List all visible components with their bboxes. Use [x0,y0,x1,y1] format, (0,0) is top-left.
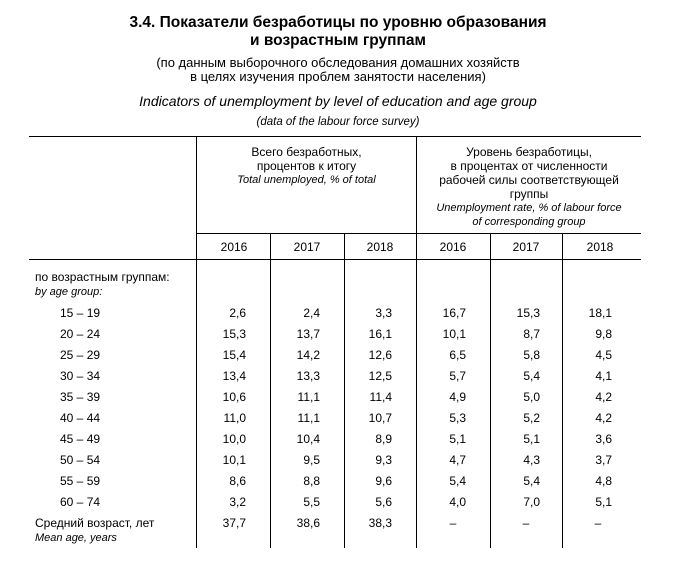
table-cell: 9,5 [303,453,320,467]
table-cell: 4,8 [595,474,612,488]
table-cell: 5,3 [449,411,466,425]
table-cell: 12,5 [368,369,392,383]
mean-age-cell: 37,7 [222,516,246,530]
table-cell: 2,4 [303,306,320,320]
table-cell: 11,0 [223,411,246,425]
table-cell: 5,0 [523,390,540,404]
table-cell: 13,4 [222,369,246,383]
table-cell: 10,0 [222,432,246,446]
table-subtitle-line2: в целях изучения проблем занятости населения) [190,69,486,84]
table-cell: 4,0 [449,495,466,509]
age-group-label: 50 – 54 [60,453,101,467]
age-group-label: 60 – 74 [60,495,101,509]
year-row-top-rule [197,233,641,234]
year-header: 2017 [293,240,321,254]
header-group2-ru2: в процентах от численности [450,159,608,173]
header-unemployment-rate [417,145,641,229]
section-label-ru: по возрастным группам: [35,270,170,284]
table-cell: 7,0 [523,495,540,509]
table-cell: 11,1 [297,411,320,425]
table-cell: 15,3 [516,306,540,320]
table-cell: 6,5 [449,348,466,362]
table-subtitle-line1: (по данным выборочного обследования домашних хозяйств [156,55,520,70]
table-top-rule [29,136,641,137]
mean-age-label-ru: Средний возраст, лет [35,516,155,530]
table-cell: 8,6 [229,474,246,488]
table-cell: 10,1 [442,327,466,341]
table-cell: 5,1 [449,432,466,446]
header-bottom-rule [29,259,641,260]
table-cell: 10,4 [296,432,320,446]
table-cell: 4,5 [595,348,612,362]
year-header: 2016 [220,240,248,254]
table-cell: 14,2 [296,348,320,362]
table-title-line1: 3.4. Показатели безработицы по уровню образования [129,14,547,31]
table-cell: 10,6 [222,390,246,404]
year-header: 2017 [512,240,540,254]
table-cell: 12,6 [368,348,392,362]
table-cell: 13,3 [296,369,320,383]
table-cell: 11,1 [297,390,320,404]
mean-age-cell: 38,6 [296,516,320,530]
age-group-label: 30 – 34 [60,369,101,383]
table-cell: 18,1 [588,306,612,320]
table-cell: 9,3 [375,453,392,467]
table-cell: 10,1 [222,453,246,467]
table-cell: 8,9 [375,432,392,446]
table-cell: 2,6 [229,306,246,320]
table-cell: 4,2 [595,411,612,425]
table-cell: 4,7 [449,453,466,467]
age-group-label: 15 – 19 [60,306,101,320]
year-header: 2018 [586,240,614,254]
mean-age-cell: – [522,516,530,530]
header-group2-ru3: рабочей силы соответствующей [439,173,619,187]
table-cell: 9,8 [595,327,612,341]
table-cell: 8,7 [523,327,540,341]
header-group2-en1: Unemployment rate, % of labour force [436,202,622,214]
header-group2-ru4: группы [509,187,549,201]
table-cell: 11,4 [369,390,392,404]
table-cell: 9,6 [375,474,392,488]
year-header: 2018 [366,240,394,254]
table-cell: 8,8 [303,474,320,488]
age-group-label: 20 – 24 [60,327,101,341]
table-cell: 15,3 [222,327,246,341]
table-cell: 5,2 [523,411,540,425]
year-header: 2016 [439,240,467,254]
table-cell: 5,4 [523,474,540,488]
table-cell: 5,6 [375,495,392,509]
table-cell: 5,4 [523,369,540,383]
table-cell: 5,7 [449,369,466,383]
age-group-label: 35 – 39 [60,390,101,404]
header-group1-ru1: Всего безработных, [251,145,362,159]
age-group-label: 40 – 44 [60,411,101,425]
header-group1-en: Total unemployed, % of total [237,174,376,186]
table-cell: 15,4 [222,348,246,362]
table-cell: 16,7 [442,306,466,320]
table-cell: 5,4 [449,474,466,488]
table-cell: 4,1 [595,369,612,383]
header-total-unemployed [197,145,416,187]
mean-age-cell: – [594,516,602,530]
table-cell: 3,7 [595,453,612,467]
age-group-label: 55 – 59 [60,474,101,488]
table-subtitle-english: (data of the labour force survey) [256,116,420,128]
table-cell: 13,7 [296,327,320,341]
table-title-line2: и возрастным группам [250,32,426,49]
age-group-label: 25 – 29 [60,348,101,362]
table-cell: 5,5 [303,495,320,509]
table-cell: 5,8 [523,348,540,362]
header-group2-en2: of corresponding group [472,216,586,228]
table-cell: 4,3 [523,453,540,467]
table-cell: 3,3 [375,306,392,320]
age-group-label: 45 – 49 [60,432,101,446]
mean-age-cell: 38,3 [368,516,392,530]
table-cell: 4,2 [595,390,612,404]
table-cell: 4,9 [449,390,466,404]
header-group2-ru1: Уровень безработицы, [466,145,592,159]
mean-age-cell: – [449,516,457,530]
table-cell: 16,1 [368,327,392,341]
table-cell: 3,2 [229,495,246,509]
header-group1-ru2: процентов к итогу [256,159,357,173]
table-title-english: Indicators of unemployment by level of education and age group [139,93,537,109]
table-cell: 10,7 [368,411,392,425]
table-cell: 3,6 [595,432,612,446]
mean-age-label-en: Mean age, years [35,532,117,544]
table-cell: 5,1 [595,495,612,509]
table-cell: 5,1 [523,432,540,446]
section-label-en: by age group: [35,286,103,298]
